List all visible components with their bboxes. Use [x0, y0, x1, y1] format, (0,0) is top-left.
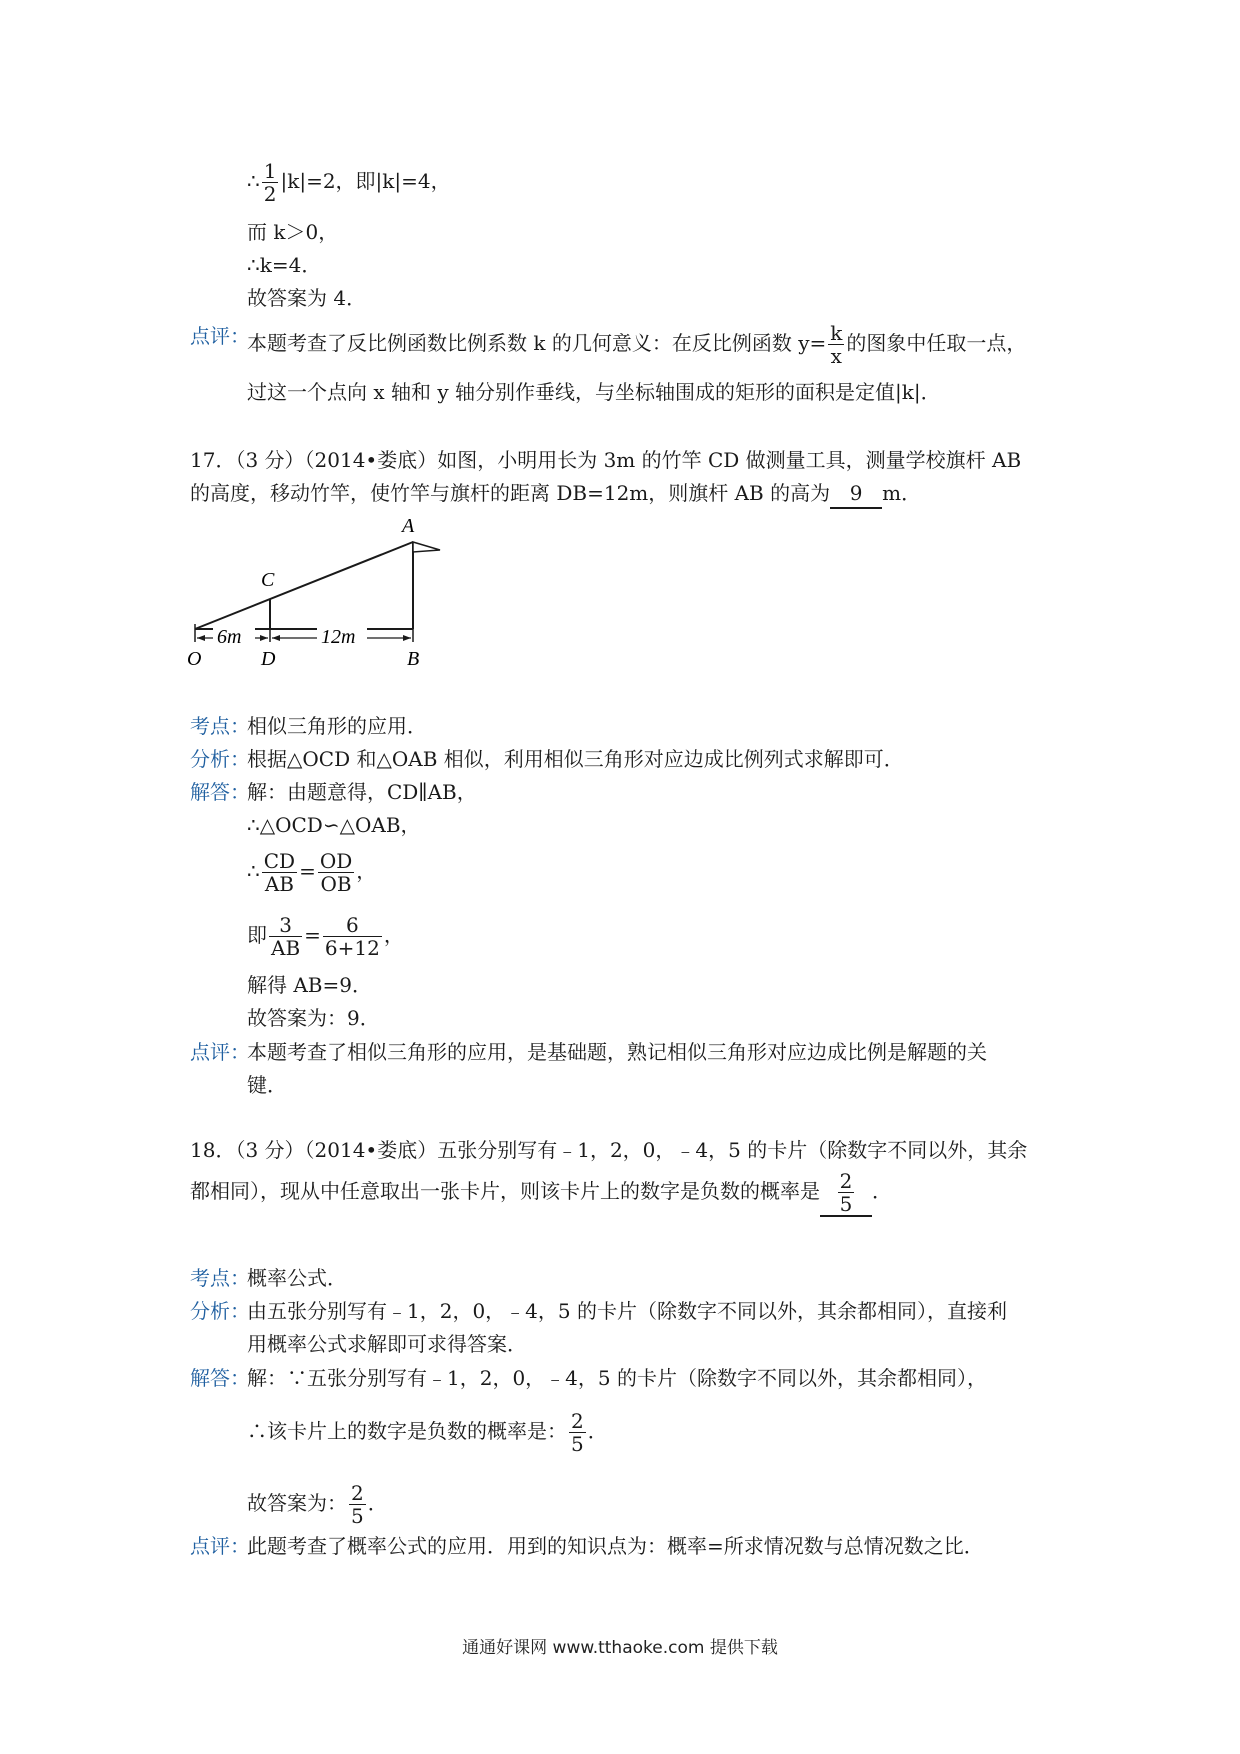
prev-line-1-text: |k|=2，即|k|=4，	[280, 169, 451, 193]
page-footer: 通通好课网 www.tthaoke.com 提供下载	[462, 1638, 778, 1658]
equals-sign: =	[304, 923, 321, 947]
prev-comment-text-end: 的图象中任取一点，	[846, 331, 1027, 355]
q18-stem-line-1: 18．（3 分）（2014•娄底）五张分别写有﹣1，2，0，﹣4，5 的卡片（除数字不同以外，其余	[190, 1138, 1028, 1162]
q17-solution-line-5: 解得 AB=9．	[247, 973, 372, 997]
fraction-one-half: $\frac{1}{2}$	[263, 159, 277, 206]
prev-comment-tag: 点评：	[190, 324, 250, 348]
q17-solution-line-1: 解：由题意得，CD∥AB，	[247, 780, 477, 804]
point-label-A: A	[402, 515, 415, 537]
dim-label-DB: 12m	[321, 626, 356, 648]
q18-answer-fraction: $\frac{2}{5}$	[839, 1169, 853, 1216]
fraction-two-fifths: $\frac{2}{5}$	[351, 1481, 364, 1528]
q18-solution-line-1: 解：∵五张分别写有﹣1，2，0，﹣4，5 的卡片（除数字不同以外，其余都相同），	[247, 1366, 987, 1390]
q17-stem-text: 的高度，移动竹竿，使竹竿与旗杆的距离 DB=12m，则旗杆 AB 的高为	[190, 481, 831, 505]
fraction-6-over-18: $\frac{6}{6+12}$	[324, 913, 380, 960]
q18-answer-blank	[820, 1170, 872, 1217]
prev-comment-line-2: 过这一个点向 x 轴和 y 轴分别作垂线，与坐标轴围成的矩形的面积是定值|k|．	[247, 380, 941, 404]
fraction-CD-over-AB: $\frac{CD}{AB}$	[263, 849, 296, 896]
q18-solution-line-2	[247, 1410, 608, 1455]
q18-analysis-line-2: 用概率公式求解即可求得答案．	[247, 1332, 527, 1356]
fraction-two-fifths: $\frac{2}{5}$	[571, 1409, 584, 1456]
prev-line-2: 而 k＞0，	[247, 220, 339, 244]
fraction-3-over-AB: $\frac{3}{AB}$	[271, 913, 301, 960]
arrowhead-O	[197, 635, 205, 641]
arrowhead-D-left	[260, 635, 268, 641]
point-label-D: D	[261, 648, 276, 670]
prev-line-3: ∴k=4．	[247, 253, 322, 277]
q18-stem-text: 都相同），现从中任意取出一张卡片，则该卡片上的数字是负数的概率是	[190, 1179, 820, 1203]
fraction-OD-over-OB: $\frac{OD}{OB}$	[319, 849, 353, 896]
q17-comment-line-2: 键．	[247, 1073, 287, 1097]
q17-answer-blank: 9	[830, 479, 882, 509]
arrowhead-B	[403, 635, 411, 641]
period: ．	[367, 1491, 388, 1515]
q18-period: ．	[872, 1179, 892, 1203]
q17-analysis-tag: 分析：	[190, 747, 250, 771]
q17-comment-tag: 点评：	[190, 1040, 250, 1064]
comma: ，	[356, 859, 377, 883]
q17-comment-line-1: 本题考查了相似三角形的应用，是基础题，熟记相似三角形对应边成比例是解题的关	[247, 1040, 987, 1064]
arrowhead-D-right	[272, 635, 280, 641]
q17-unit: m．	[882, 481, 922, 505]
q17-stem-line-2	[190, 479, 921, 509]
q17-solution-line-2: ∴△OCD∽△OAB，	[247, 813, 421, 837]
prev-comment-line-1	[247, 322, 1026, 367]
q17-point: 相似三角形的应用．	[247, 714, 427, 738]
sight-line-OA	[195, 542, 413, 629]
prev-line-1	[247, 160, 451, 205]
q17-solution-tag: 解答：	[190, 780, 250, 804]
q17-point-tag: 考点：	[190, 714, 250, 738]
point-label-O: O	[187, 648, 202, 670]
prev-comment-text: 本题考查了反比例函数比例系数 k 的几何意义：在反比例函数 y=	[247, 331, 827, 355]
q17-solution-line-3	[247, 850, 376, 895]
dim-label-OD: 6m	[217, 626, 242, 648]
q18-solution-text: ∴该卡片上的数字是负数的概率是：	[247, 1419, 567, 1443]
q18-analysis-tag: 分析：	[190, 1299, 250, 1323]
q18-solution-line-3	[247, 1482, 388, 1527]
fraction-k-over-x: $\frac{k}{x}$	[830, 321, 843, 368]
q18-analysis-line-1: 由五张分别写有﹣1，2，0，﹣4，5 的卡片（除数字不同以外，其余都相同），直接利	[247, 1299, 1007, 1323]
point-label-B: B	[407, 648, 420, 670]
equals-sign: =	[299, 859, 316, 883]
q17-figure	[185, 512, 455, 672]
q18-point: 概率公式．	[247, 1266, 347, 1290]
point-label-C: C	[261, 569, 275, 591]
q17-solution-line-4	[247, 914, 404, 959]
prev-line-4: 故答案为 4．	[247, 286, 367, 310]
q18-stem-line-2	[190, 1170, 892, 1217]
therefore-symbol: ∴	[247, 169, 260, 193]
q17-solution-line-6: 故答案为：9．	[247, 1006, 380, 1030]
q18-comment-tag: 点评：	[190, 1534, 250, 1558]
q18-comment: 此题考查了概率公式的应用．用到的知识点为：概率=所求情况数与总情况数之比．	[247, 1534, 984, 1558]
flag	[413, 542, 440, 552]
period: ．	[587, 1419, 608, 1443]
q17-analysis: 根据△OCD 和△OAB 相似，利用相似三角形对应边成比例列式求解即可．	[247, 747, 904, 771]
namely-text: 即	[247, 923, 267, 947]
q18-answer-text: 故答案为：	[247, 1491, 347, 1515]
comma: ，	[383, 923, 404, 947]
q17-stem-line-1: 17．（3 分）（2014•娄底）如图，小明用长为 3m 的竹竿 CD 做测量工具，测量学校旗杆 AB	[190, 448, 1022, 472]
q18-solution-tag: 解答：	[190, 1366, 250, 1390]
therefore-symbol: ∴	[247, 859, 260, 883]
q18-point-tag: 考点：	[190, 1266, 250, 1290]
